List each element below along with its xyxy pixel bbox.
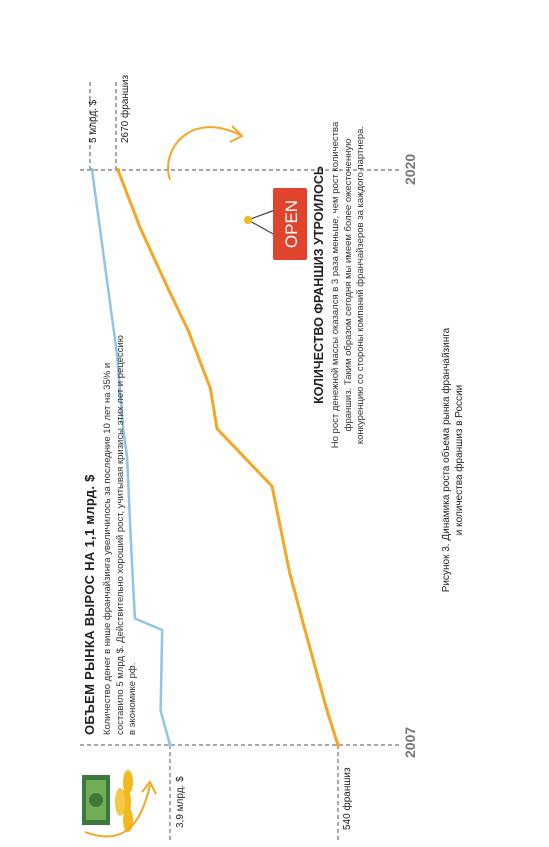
start-money-label: 3,9 млрд. $ [175, 776, 186, 828]
money-coins-icon [82, 770, 133, 832]
end-franchise-label: 2670 франшиз [120, 74, 131, 143]
banknote-circle [89, 793, 103, 807]
market-text: Количество денег в нише франчайзинга увеличилось за последние 10 лет на 35% и составило 5 млрд $. Действительно хороший рост, учитывая кризисы этих лет и рецессию в экономике рф. [102, 335, 138, 735]
sign-label: OPEN [282, 199, 301, 249]
coin [123, 770, 133, 794]
series-point [336, 743, 340, 747]
end-money-label: 5 млрд. $ [88, 99, 99, 143]
market-title: ОБЪЕМ РЫНКА ВЫРОС НА 1,1 млрд. $ [82, 474, 97, 735]
rotated-chart [80, 74, 500, 840]
line-chart [80, 80, 500, 840]
caption-line-2: и количества франшиз в России [454, 384, 465, 536]
franchise-text: Но рост денежной массы оказался в 3 раза меньше, чем рост количества франшиз. Таким образом сегодня мы имеем более ожесточенную конкуренцию со стороны компаний франчайзеров за каждого партнера. [330, 121, 366, 449]
series-point [168, 743, 172, 747]
coin [115, 788, 125, 816]
arrow-right [168, 127, 240, 180]
year-2007: 2007 [402, 726, 418, 758]
series-point [90, 168, 94, 172]
caption-line-1: Рисунок 3. Динамика роста объема рынка франчайзинга [441, 327, 452, 593]
figure-caption [440, 80, 466, 840]
series-point [116, 168, 120, 172]
start-franchise-label: 540 франшиз [342, 767, 353, 830]
open-sign-icon [244, 188, 307, 260]
franchise-title: КОЛИЧЕСТВО ФРАНШИЗ УТРОИЛОСЬ [312, 166, 326, 404]
year-2020: 2020 [402, 153, 418, 185]
